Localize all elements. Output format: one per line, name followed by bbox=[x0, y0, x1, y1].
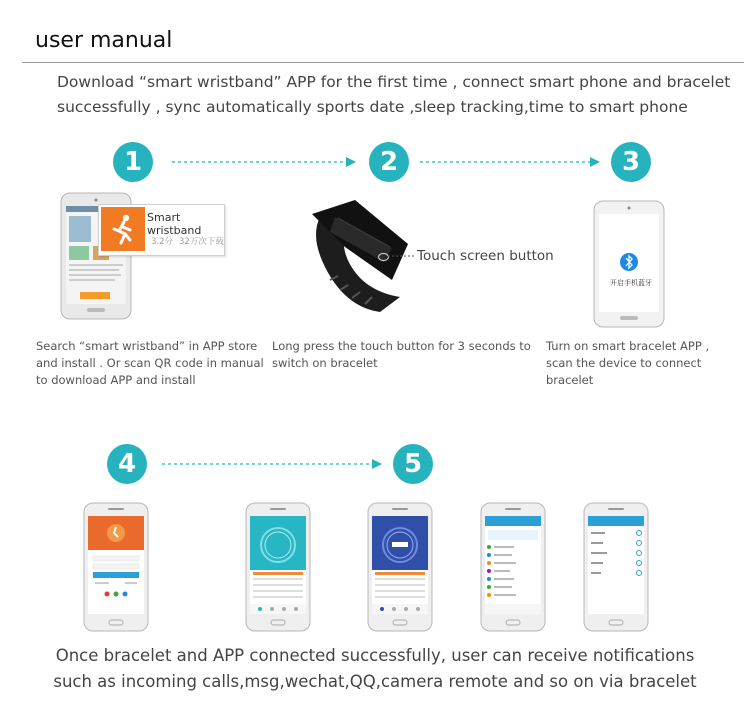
bluetooth-icon bbox=[619, 252, 639, 272]
arrow-2-to-3 bbox=[418, 155, 604, 169]
store-app-name: Smart wristband bbox=[147, 211, 202, 237]
phone-login-screen bbox=[83, 502, 149, 632]
bluetooth-screen-text: 开启手机蓝牙 bbox=[610, 279, 652, 287]
touch-screen-label: Touch screen button bbox=[417, 248, 554, 264]
page-title: user manual bbox=[35, 28, 173, 53]
intro-text: Download “smart wristband” APP for the first time , connect smart phone and bracelet successfully , sync automatically sports date ,sleep tracking,time to smart phone bbox=[57, 73, 731, 116]
arrow-4-to-5 bbox=[160, 457, 386, 471]
step-2-badge: 2 bbox=[369, 142, 409, 182]
store-app-downloads: 32万次下载 bbox=[179, 237, 224, 247]
caption-step-3: Turn on smart bracelet APP , scan the device to connect bracelet bbox=[546, 339, 710, 387]
phone-bluetooth bbox=[593, 200, 665, 328]
caption-step-1: Search “smart wristband” in APP store and install . Or scan QR code in manual to download APP and install bbox=[36, 339, 264, 387]
step-4-badge: 4 bbox=[107, 444, 147, 484]
running-man-icon bbox=[101, 207, 145, 251]
store-app-rating: 3.2分 bbox=[151, 237, 174, 247]
header-divider bbox=[22, 62, 744, 63]
bottom-description: Once bracelet and APP connected successfully, user can receive notifications such as incoming calls,msg,wechat,QQ,camera remote and so on via bracelet bbox=[53, 646, 697, 691]
caption-step-2: Long press the touch button for 3 seconds to switch on bracelet bbox=[272, 339, 531, 370]
step-5-badge: 5 bbox=[393, 444, 433, 484]
phone-sleep-screen bbox=[367, 502, 433, 632]
phone-settings-screen bbox=[480, 502, 546, 632]
step-1-badge: 1 bbox=[113, 142, 153, 182]
phone-reminder-screen bbox=[583, 502, 649, 632]
arrow-1-to-2 bbox=[170, 155, 360, 169]
step-3-badge: 3 bbox=[611, 142, 651, 182]
store-app-card[interactable] bbox=[98, 204, 225, 256]
phone-dashboard-screen bbox=[245, 502, 311, 632]
touch-leader-line bbox=[388, 252, 416, 260]
